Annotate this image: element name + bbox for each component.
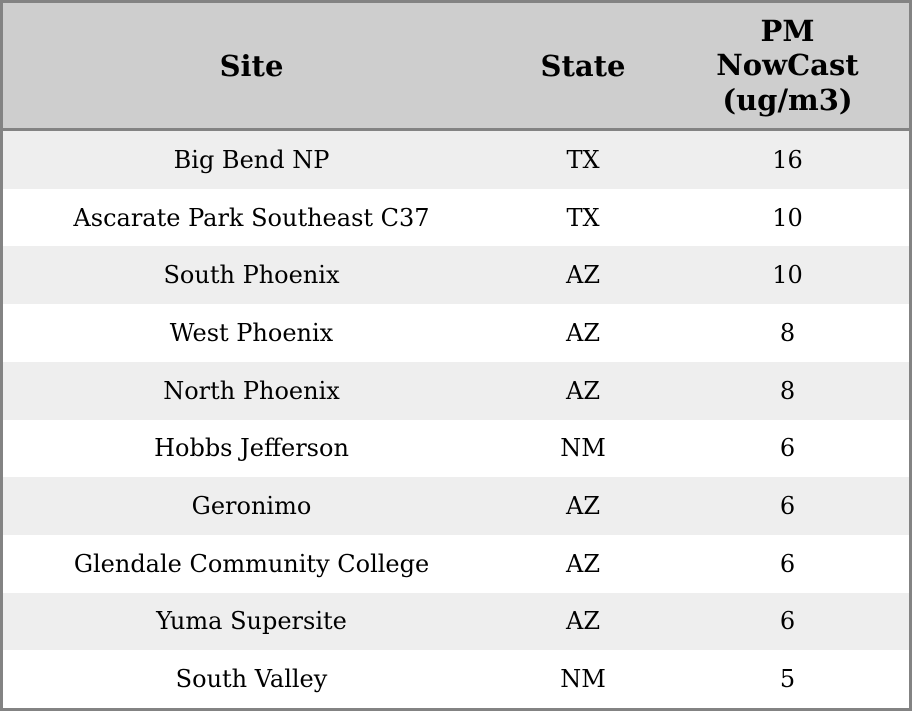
- pm-cell: 10: [772, 261, 803, 290]
- column-header-site-label: Site: [219, 48, 284, 83]
- site-cell: South Valley: [175, 665, 328, 694]
- site-cell: Big Bend NP: [173, 145, 330, 174]
- pm-cell: 10: [772, 203, 803, 232]
- pm-cell: 8: [779, 376, 796, 405]
- state-cell: AZ: [565, 607, 600, 636]
- table-row: [3, 477, 909, 535]
- site-cell: Hobbs Jefferson: [154, 434, 349, 463]
- state-cell: AZ: [565, 261, 600, 290]
- table-row: [3, 593, 909, 651]
- pm-cell: 5: [779, 665, 796, 694]
- table-row: [3, 246, 909, 304]
- site-cell: South Phoenix: [163, 261, 340, 290]
- column-header-state: [500, 3, 666, 128]
- column-header-pm-nowcast-label: PM NowCast (ug/m3): [716, 14, 859, 117]
- table-header-row: [3, 3, 909, 131]
- state-cell: AZ: [565, 549, 600, 578]
- state-cell: AZ: [565, 376, 600, 405]
- table-body: [3, 131, 909, 708]
- site-cell: Yuma Supersite: [156, 607, 347, 636]
- state-cell: AZ: [565, 318, 600, 347]
- state-cell: TX: [566, 145, 600, 174]
- state-cell: AZ: [565, 492, 600, 521]
- table-row: [3, 189, 909, 247]
- pm-cell: 8: [779, 318, 796, 347]
- table-row: [3, 304, 909, 362]
- column-header-pm-nowcast: [666, 3, 909, 128]
- table-row: [3, 362, 909, 420]
- state-cell: NM: [560, 665, 606, 694]
- pm-cell: 6: [779, 607, 796, 636]
- pm-cell: 6: [779, 434, 796, 463]
- site-cell: Geronimo: [191, 492, 312, 521]
- table-row: [3, 131, 909, 189]
- pm-cell: 6: [779, 492, 796, 521]
- state-cell: NM: [560, 434, 606, 463]
- table-row: [3, 535, 909, 593]
- state-cell: TX: [566, 203, 600, 232]
- site-cell: Ascarate Park Southeast C37: [73, 203, 430, 232]
- site-cell: Glendale Community College: [73, 549, 430, 578]
- pm-cell: 16: [772, 145, 803, 174]
- site-cell: North Phoenix: [163, 376, 340, 405]
- pm-cell: 6: [779, 549, 796, 578]
- table-row: [3, 420, 909, 478]
- table-row: [3, 650, 909, 708]
- column-header-site: [3, 3, 500, 128]
- site-cell: West Phoenix: [169, 318, 334, 347]
- column-header-state-label: State: [540, 48, 626, 83]
